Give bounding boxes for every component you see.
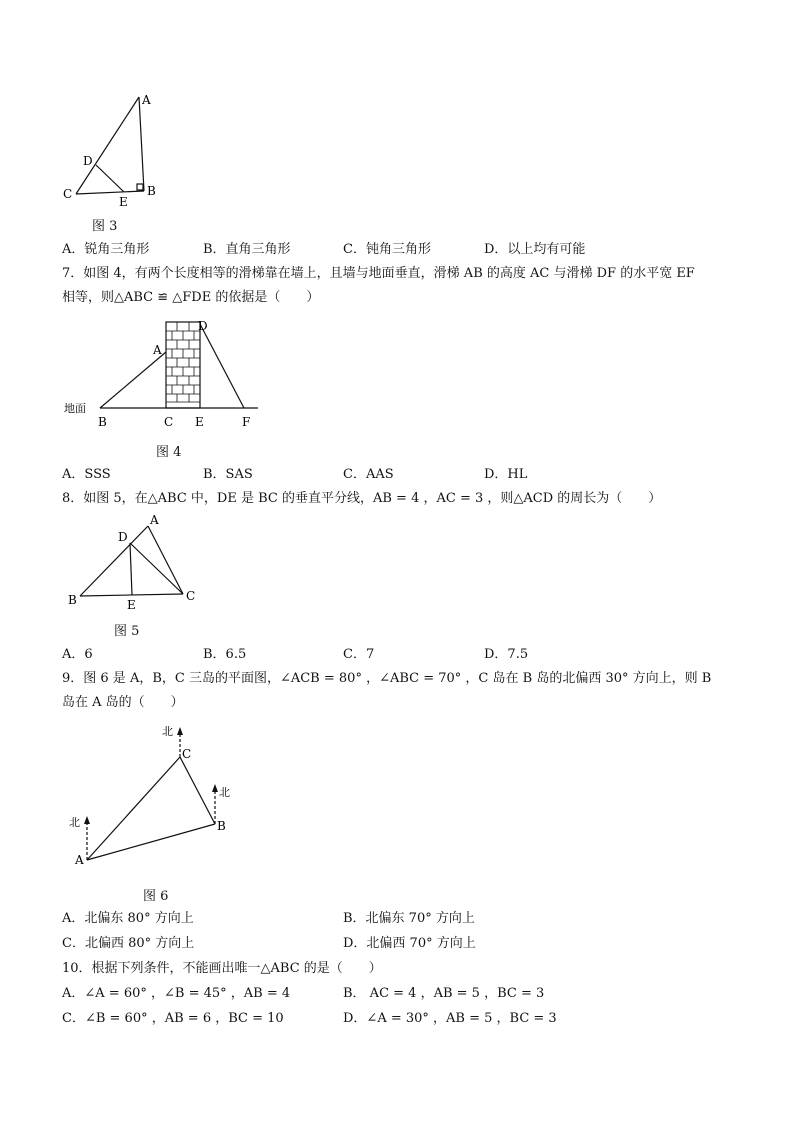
q9-stem-line-2: 岛在 A 岛的（ ）	[62, 695, 184, 710]
q7-option-d: D．HL	[484, 467, 528, 482]
label-a: A	[150, 513, 159, 527]
q9-option-a: A．北偏东 80° 方向上	[62, 911, 194, 926]
segment-ab	[139, 97, 144, 191]
segment-cb	[180, 757, 215, 824]
label-d: D	[198, 319, 208, 333]
q6-option-a: A．锐角三角形	[62, 242, 150, 257]
q10-option-b: B． AC = 4 ，AB = 5 ，BC = 3	[343, 986, 545, 1001]
segment-ba	[80, 526, 148, 596]
q10-option-d: D．∠A = 30° ，AB = 5 ，BC = 3	[343, 1011, 557, 1026]
q9-option-c: C．北偏西 80° 方向上	[62, 936, 195, 951]
q8-option-d: D．7.5	[484, 647, 529, 662]
figure-4	[62, 316, 272, 432]
q8-option-b: B．6.5	[203, 647, 247, 662]
q7-option-b: B．SAS	[203, 467, 253, 482]
label-a: A	[75, 853, 84, 866]
segment-dc	[130, 543, 183, 594]
q10-option-c: C．∠B = 60° ，AB = 6 ，BC = 10	[62, 1011, 284, 1026]
q7-stem-line-1: 7．如图 4，有两个长度相等的滑梯靠在墙上，且墙与地面垂直，滑梯 AB 的高度 AC 与滑梯 DF 的水平宽 EF	[62, 266, 695, 281]
q8-option-a: A．6	[62, 647, 93, 662]
north-label-b: 北	[219, 786, 230, 799]
ground-label: 地面	[64, 402, 86, 415]
north-arrow-icon	[177, 727, 183, 735]
segment-de	[130, 543, 132, 595]
q10-option-a: A．∠A = 60° ，∠B = 45° ，AB = 4	[62, 986, 291, 1001]
segment-ac	[148, 526, 183, 594]
q8-option-c: C．7	[343, 647, 375, 662]
north-label-c: 北	[162, 725, 173, 738]
figure-3	[55, 88, 165, 208]
label-a: A	[142, 93, 151, 107]
right-angle-mark	[137, 184, 143, 190]
slide-ab	[100, 352, 166, 408]
label-c: C	[164, 415, 174, 429]
segment-de	[96, 165, 124, 192]
segment-cb	[76, 191, 144, 194]
label-f: F	[242, 415, 251, 429]
figure-3-caption: 图 3	[92, 219, 118, 234]
figure-6	[62, 718, 242, 866]
q6-option-d: D．以上均有可能	[484, 242, 586, 257]
north-label-a: 北	[69, 816, 80, 829]
label-c: C	[186, 589, 196, 603]
label-b: B	[217, 819, 226, 833]
label-c: C	[63, 187, 73, 201]
label-b: B	[68, 593, 77, 607]
segment-ab	[87, 824, 215, 860]
north-arrow-icon	[84, 816, 90, 824]
label-e: E	[119, 195, 128, 208]
q7-option-c: C．AAS	[343, 467, 394, 482]
north-arrow-icon	[212, 784, 218, 792]
label-d: D	[118, 530, 128, 544]
label-e: E	[195, 415, 204, 429]
q9-option-b: B．北偏东 70° 方向上	[343, 911, 475, 926]
q10-stem-line-1: 10．根据下列条件，不能画出唯一△ABC 的是（ ）	[62, 961, 382, 976]
label-d: D	[83, 154, 93, 168]
q6-option-b: B．直角三角形	[203, 242, 291, 257]
label-c: C	[182, 747, 192, 761]
figure-5-caption: 图 5	[114, 624, 140, 639]
slide-df	[200, 324, 244, 408]
label-e: E	[127, 598, 136, 612]
figure-5	[62, 512, 212, 612]
figure-4-caption: 图 4	[156, 445, 182, 460]
label-a: A	[153, 343, 162, 357]
q7-stem-line-2: 相等，则△ABC ≌ △FDE 的依据是（ ）	[62, 290, 320, 305]
label-b: B	[98, 415, 107, 429]
wall-bricks	[166, 322, 200, 402]
q9-option-d: D．北偏西 70° 方向上	[343, 936, 476, 951]
q8-stem-line-1: 8．如图 5，在△ABC 中，DE 是 BC 的垂直平分线，AB = 4 ，AC = 3 ，则△ACD 的周长为（ ）	[62, 491, 662, 506]
label-b: B	[147, 184, 156, 198]
q7-option-a: A．SSS	[62, 467, 111, 482]
q9-stem-line-1: 9．图 6 是 A，B，C 三岛的平面图，∠ACB = 80° ，∠ABC = 70° ，C 岛在 B 岛的北偏西 30° 方向上，则 B	[62, 671, 712, 686]
q6-option-c: C．钝角三角形	[343, 242, 431, 257]
figure-6-caption: 图 6	[143, 889, 169, 904]
segment-ca	[76, 97, 139, 194]
segment-ac	[87, 757, 180, 860]
